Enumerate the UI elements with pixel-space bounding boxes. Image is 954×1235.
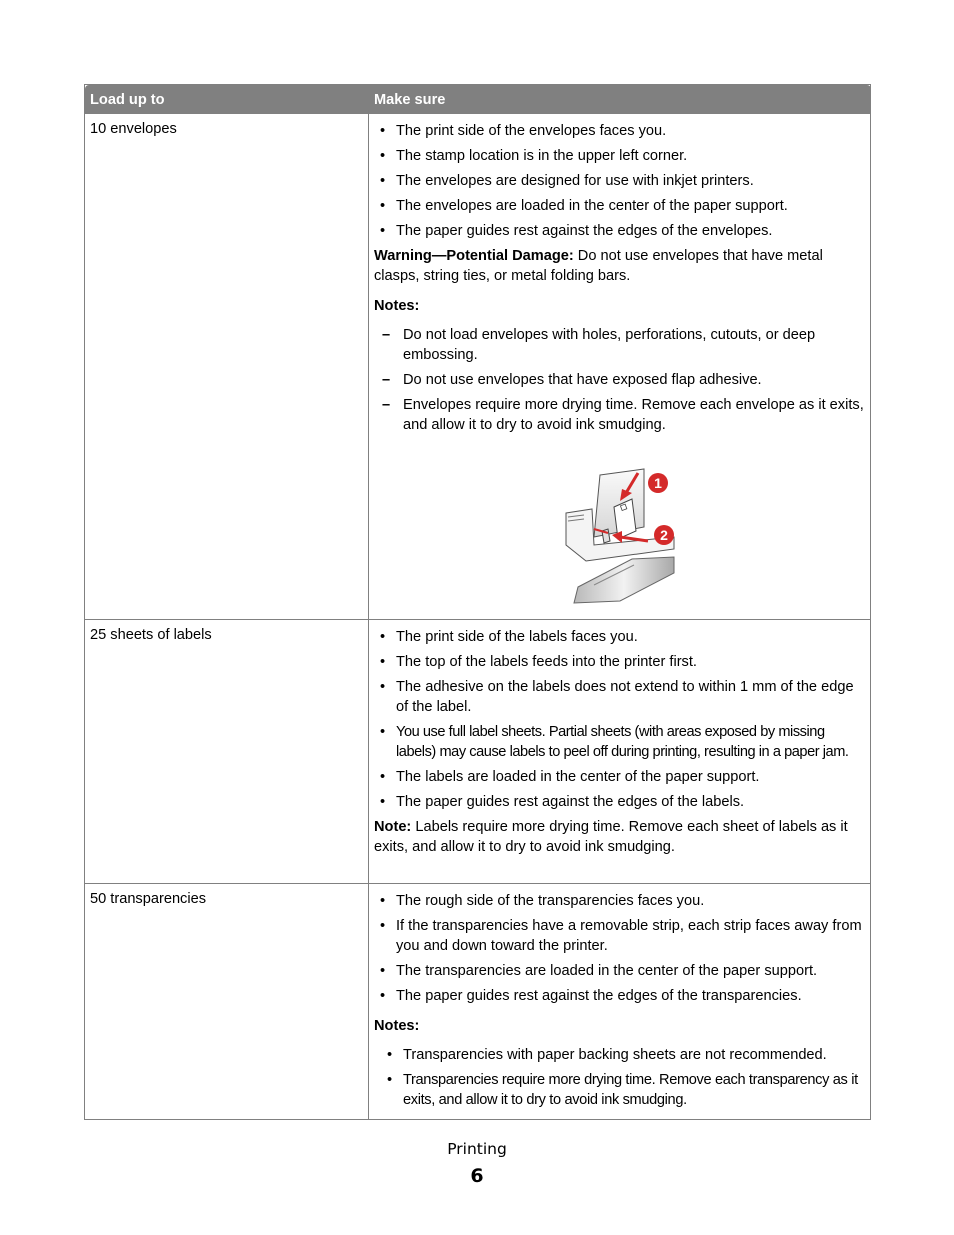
- note-paragraph: [374, 817, 865, 857]
- warning-label: Warning—Potential Damage:: [374, 248, 574, 264]
- list-item: • The transparencies are loaded in the center of the paper support.: [374, 961, 865, 981]
- list-item: • If the transparencies have a removable strip, each strip faces away from you and down toward the printer.: [374, 916, 865, 956]
- note-item: • Transparencies with paper backing sheets are not recommended.: [374, 1045, 865, 1065]
- table-header-row: [85, 85, 871, 114]
- list-item: • The adhesive on the labels does not extend to within 1 mm of the edge of the label.: [374, 677, 865, 717]
- make-sure-cell: [369, 884, 871, 1120]
- requirements-list: [374, 891, 865, 1006]
- list-item: • The envelopes are designed for use with inkjet printers.: [374, 171, 865, 191]
- requirements-list: [374, 121, 865, 241]
- make-sure-cell: [369, 620, 871, 884]
- list-item: • The rough side of the transparencies faces you.: [374, 891, 865, 911]
- list-item: • The paper guides rest against the edges of the transparencies.: [374, 986, 865, 1006]
- note-item: – Do not use envelopes that have exposed flap adhesive.: [374, 370, 865, 390]
- load-cell: 50 transparencies: [85, 884, 369, 1120]
- table-row-transparencies: [85, 884, 871, 1120]
- list-item: • The paper guides rest against the edges of the labels.: [374, 792, 865, 812]
- note-text: Labels require more drying time. Remove each sheet of labels as it exits, and allow it to dry to avoid ink smudging.: [374, 819, 848, 855]
- list-item: • The print side of the envelopes faces you.: [374, 121, 865, 141]
- note-item: • Transparencies require more drying time. Remove each transparency as it exits, and allow it to dry to avoid ink smudging.: [374, 1070, 865, 1110]
- warning-text: Do not use envelopes that have metal clasps, string ties, or metal folding bars.: [374, 248, 823, 284]
- load-cell: 10 envelopes: [85, 114, 369, 620]
- printer-illustration: [564, 461, 676, 605]
- list-item: • You use full label sheets. Partial sheets (with areas exposed by missing labels) may cause labels to peel off during printing, resulting in a paper jam.: [374, 722, 865, 762]
- note-label: Note:: [374, 819, 412, 835]
- list-item: • The stamp location is in the upper left corner.: [374, 146, 865, 166]
- envelope-loading-illustration: [564, 461, 676, 605]
- requirements-list: [374, 627, 865, 812]
- list-item: • The envelopes are loaded in the center of the paper support.: [374, 196, 865, 216]
- list-item: • The labels are loaded in the center of the paper support.: [374, 767, 865, 787]
- callout-2-label: 2: [660, 527, 668, 543]
- paper-loading-table: [84, 84, 871, 1120]
- table-row-labels: [85, 620, 871, 884]
- notes-list: [374, 1045, 865, 1110]
- load-cell: 25 sheets of labels: [85, 620, 369, 884]
- note-item: – Envelopes require more drying time. Remove each envelope as it exits, and allow it to dry to avoid ink smudging.: [374, 395, 865, 435]
- make-sure-cell: [369, 114, 871, 620]
- notes-heading: Notes:: [374, 298, 420, 314]
- footer-section-title: Printing: [447, 1140, 507, 1158]
- table-row-envelopes: [85, 114, 871, 620]
- callout-1-label: 1: [654, 475, 662, 491]
- notes-heading: Notes:: [374, 1018, 420, 1034]
- note-item: – Do not load envelopes with holes, perforations, cutouts, or deep embossing.: [374, 325, 865, 365]
- list-item: • The paper guides rest against the edges of the envelopes.: [374, 221, 865, 241]
- warning-paragraph: [374, 246, 865, 286]
- column-header-load-up-to: Load up to: [85, 85, 369, 114]
- list-item: • The top of the labels feeds into the printer first.: [374, 652, 865, 672]
- page-number: 6: [470, 1165, 484, 1187]
- column-header-make-sure: Make sure: [369, 85, 871, 114]
- list-item: • The print side of the labels faces you.: [374, 627, 865, 647]
- notes-list: [374, 325, 865, 435]
